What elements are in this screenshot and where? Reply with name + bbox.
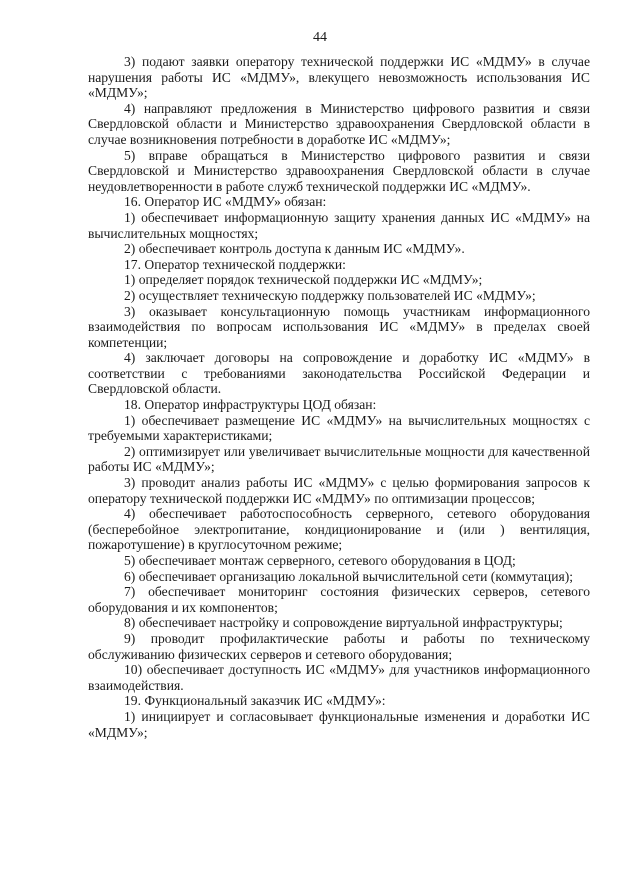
page-number: 44	[313, 30, 327, 45]
paragraph: 4) заключает договоры на сопровождение и доработку ИС «МДМУ» в соответствии с требованиями законодательства Российской Федерации и Свердловской области.	[88, 350, 590, 397]
paragraph: 1) инициирует и согласовывает функциональные изменения и доработки ИС «МДМУ»;	[88, 708, 590, 740]
paragraph: 5) вправе обращаться в Министерство цифрового развития и связи Свердловской и Министерство здравоохранения Свердловской области в случае неудовлетворенности в работе служб технической поддержки ИС «МДМУ».	[88, 147, 590, 194]
paragraph: 6) обеспечивает организацию локальной вычислительной сети (коммутация);	[124, 568, 574, 584]
paragraph: 3) подают заявки оператору технической поддержки ИС «МДМУ» в случае нарушения работы ИС «МДМУ», влекущего невозможность использования ИС «МДМУ»;	[88, 54, 590, 101]
paragraph: 4) обеспечивает работоспособность серверного, сетевого оборудования (бесперебойное электропитание, кондиционирование и (или ) вентиляция, пожаротушение) в круглосуточном режиме;	[88, 506, 590, 553]
paragraph: 3) проводит анализ работы ИС «МДМУ» с целью формирования запросов к оператору технической поддержки ИС «МДМУ» по оптимизации процессов;	[88, 475, 590, 506]
paragraph: 1) обеспечивает информационную защиту хранения данных ИС «МДМУ» на вычислительных мощностях;	[88, 209, 590, 241]
paragraph: 9) проводит профилактические работы и работы по техническому обслуживанию физических серверов и сетевого оборудования;	[88, 630, 590, 662]
paragraph: 2) осуществляет техническую поддержку пользователей ИС «МДМУ»;	[124, 287, 536, 303]
paragraph: 1) обеспечивает размещение ИС «МДМУ» на вычислительных мощностях с требуемыми характеристиками;	[88, 412, 590, 444]
paragraph: 2) обеспечивает контроль доступа к данным ИС «МДМУ».	[124, 241, 465, 257]
section-heading: 18. Оператор инфраструктуры ЦОД обязан:	[124, 397, 377, 413]
section-heading: 17. Оператор технической поддержки:	[124, 256, 346, 272]
paragraph: 1) определяет порядок технической поддержки ИС «МДМУ»;	[124, 272, 483, 288]
paragraph: 2) оптимизирует или увеличивает вычислительные мощности для качественной работы ИС «МДМУ»;	[88, 443, 590, 475]
paragraph: 10) обеспечивает доступность ИС «МДМУ» для участников информационного взаимодействия.	[88, 662, 590, 693]
paragraph: 7) обеспечивает мониторинг состояния физических серверов, сетевого оборудования и их компонентов;	[88, 584, 590, 615]
paragraph: 3) оказывает консультационную помощь участникам информационного взаимодействия по вопросам использования ИС «МДМУ» в пределах своей компетенции;	[88, 303, 590, 350]
document-body	[88, 54, 590, 740]
section-heading: 16. Оператор ИС «МДМУ» обязан:	[124, 194, 327, 210]
paragraph: 8) обеспечивает настройку и сопровождение виртуальной инфраструктуры;	[124, 615, 563, 631]
paragraph: 4) направляют предложения в Министерство цифрового развития и связи Свердловской области и Министерство здравоохранения Свердловской области в случае возникновения потребности в доработке ИС «МДМУ»;	[88, 100, 590, 147]
paragraph: 5) обеспечивает монтаж серверного, сетевого оборудования в ЦОД;	[124, 553, 516, 568]
section-heading: 19. Функциональный заказчик ИС «МДМУ»:	[124, 693, 386, 709]
